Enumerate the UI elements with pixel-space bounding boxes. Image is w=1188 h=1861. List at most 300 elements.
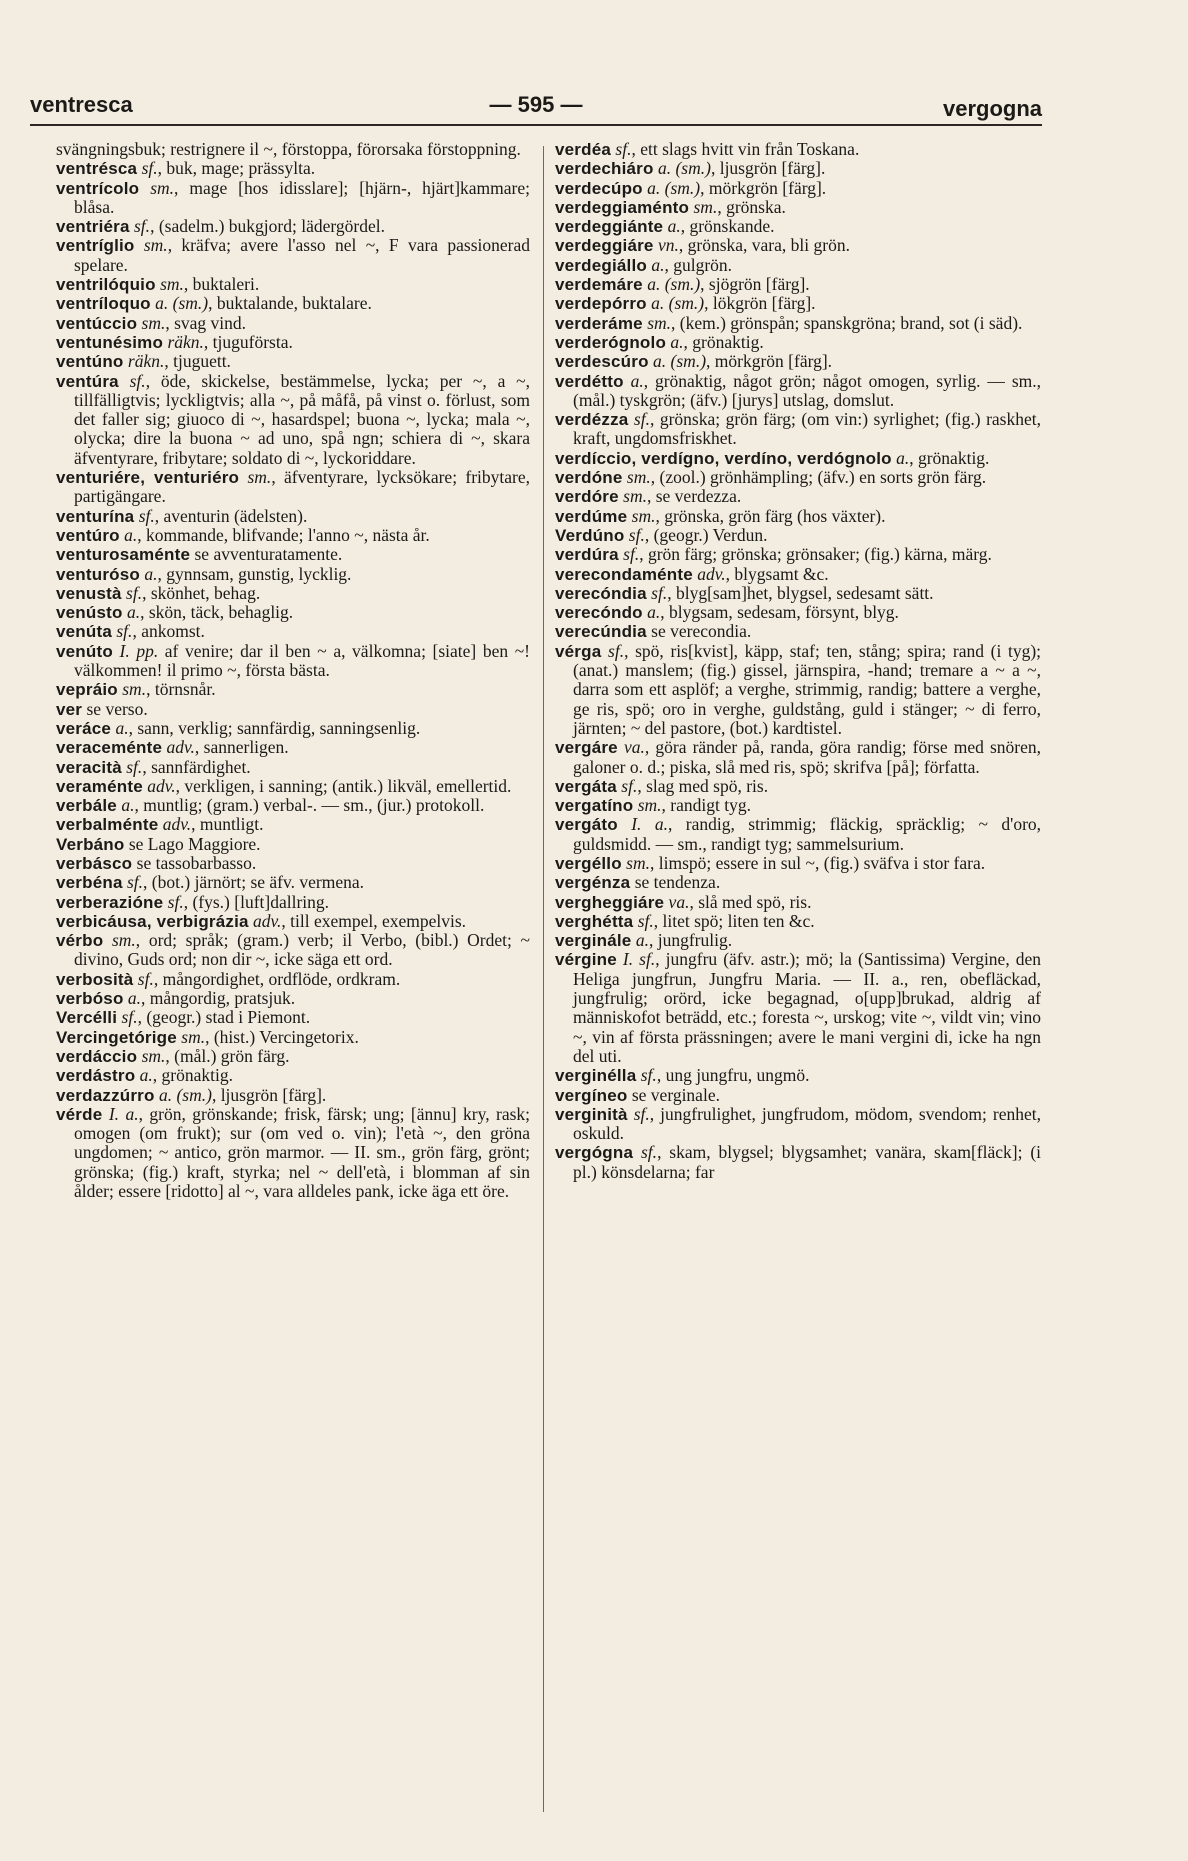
dictionary-entry bbox=[555, 1143, 1041, 1182]
entry-definition: , ung jungfru, ungmö. bbox=[656, 1065, 810, 1086]
entry-grammar-label: sm. bbox=[631, 505, 656, 526]
entry-grammar-label: va. bbox=[623, 737, 645, 758]
entry-grammar-label: a. bbox=[647, 602, 661, 623]
entry-headword: ventrícolo bbox=[56, 178, 140, 198]
entry-headword: vérbo bbox=[56, 931, 104, 951]
entry-headword: vergáto bbox=[555, 815, 618, 835]
dictionary-entry bbox=[56, 758, 530, 777]
entry-grammar-label: adv. bbox=[253, 910, 282, 931]
entry-grammar-label: a. bbox=[115, 717, 129, 738]
entry-definition: se tendenza. bbox=[634, 872, 721, 893]
entry-headword: Vercélli bbox=[56, 1008, 118, 1028]
page-number: — 595 — bbox=[489, 92, 583, 117]
dictionary-entry bbox=[56, 179, 530, 218]
entry-definition: , (mål.) grön färg. bbox=[165, 1045, 290, 1066]
dictionary-entry bbox=[56, 565, 530, 584]
entry-definition: , (sadelm.) bukgjord; lädergördel. bbox=[150, 216, 385, 237]
entry-headword: verbále bbox=[56, 796, 117, 816]
entry-headword: verbéna bbox=[56, 873, 123, 893]
entry-definition: , mångordig, pratsjuk. bbox=[141, 988, 296, 1009]
entry-grammar-label: a. bbox=[139, 1065, 153, 1086]
running-header bbox=[30, 86, 1042, 126]
entry-grammar-label: sf. bbox=[637, 910, 654, 931]
entry-definition: , (fys.) [luft]dallring. bbox=[183, 891, 330, 912]
entry-definition: se verginale. bbox=[631, 1084, 720, 1105]
entry-headword: vergíneo bbox=[555, 1085, 628, 1105]
dictionary-entry bbox=[555, 352, 1041, 371]
entry-definition: , grönska; grön färg; (om vin:) syrlighet; (fig.) raskhet, kraft, ungdomsfriskhet. bbox=[573, 409, 1041, 449]
entry-definition: af venire; dar il ben ~ a, välkomna; [siate] ben ~! välkommen! il primo ~, första bästa. bbox=[74, 640, 530, 681]
entry-definition: , muntlig; (gram.) verbal-. — sm., (jur.) protokoll. bbox=[134, 795, 485, 816]
entry-definition: , kräfva; avere l'asso nel ~, F vara passionerad spelare. bbox=[74, 235, 531, 275]
entry-grammar-label: a. (sm.) bbox=[158, 1084, 212, 1105]
dictionary-entry bbox=[555, 159, 1041, 178]
entry-grammar-label: sm. bbox=[247, 467, 272, 488]
entry-headword: verdemáre bbox=[555, 275, 643, 295]
dictionary-entry bbox=[555, 1066, 1041, 1085]
entry-headword: veraménte bbox=[56, 776, 143, 796]
header-last-word: vergogna bbox=[942, 96, 1042, 121]
entry-grammar-label: adv. bbox=[162, 814, 192, 835]
dictionary-entry bbox=[56, 912, 530, 931]
entry-headword: vergógna bbox=[555, 1143, 634, 1163]
entry-definition: , mörkgrön [färg]. bbox=[706, 351, 833, 372]
dictionary-entry bbox=[56, 333, 530, 352]
entry-headword: verbalménte bbox=[56, 815, 159, 835]
dictionary-entry bbox=[56, 719, 530, 738]
entry-headword: verdíccio, verdígno, verdíno, verdógnolo bbox=[555, 448, 892, 468]
entry-definition: , se verdezza. bbox=[646, 486, 742, 507]
entry-definition: , (kem.) grönspån; spanskgröna; brand, sot (i säd). bbox=[671, 312, 1023, 333]
dictionary-entry bbox=[555, 140, 1041, 159]
entry-definition: , sannerligen. bbox=[194, 737, 289, 758]
entry-headword: Vercingetórige bbox=[56, 1027, 177, 1047]
entry-headword: vepráio bbox=[56, 680, 118, 700]
dictionary-entry bbox=[56, 275, 530, 294]
entry-definition: , sannfärdighet. bbox=[142, 756, 251, 777]
entry-headword: vergéllo bbox=[555, 853, 622, 873]
entry-headword: verdegiállo bbox=[555, 255, 647, 275]
entry-headword: verginità bbox=[555, 1104, 628, 1124]
dictionary-entry bbox=[56, 526, 530, 545]
entry-definition: , verkligen, i sanning; (antik.) likväl, emellertid. bbox=[175, 775, 512, 796]
entry-definition: , gynnsam, gunstig, lycklig. bbox=[157, 563, 352, 584]
entry-definition: svängningsbuk; restrignere il ~, förstoppa, förorsaka förstoppning. bbox=[56, 139, 521, 159]
entry-grammar-label: sm. bbox=[150, 177, 175, 198]
entry-definition: , ljusgrön [färg]. bbox=[211, 1084, 327, 1105]
entry-grammar-label: sf. bbox=[134, 216, 151, 237]
entry-grammar-label: sm. bbox=[181, 1026, 206, 1047]
entry-grammar-label: I. a. bbox=[108, 1103, 139, 1124]
entry-headword: verbosità bbox=[56, 969, 134, 989]
entry-headword: ventúra bbox=[56, 371, 119, 391]
dictionary-entry bbox=[555, 893, 1041, 912]
entry-grammar-label: sf. bbox=[138, 505, 155, 526]
dictionary-entry bbox=[56, 159, 530, 178]
entry-definition: , limspö; essere in sul ~, (fig.) sväfva i stor fara. bbox=[650, 852, 986, 873]
entry-definition: , skam, blygsel; blygsamhet; vanära, skam[fläck]; (i pl.) könsdelarna; far bbox=[573, 1142, 1042, 1182]
entry-grammar-label: sf. bbox=[126, 582, 143, 603]
dictionary-entry bbox=[56, 893, 530, 912]
entry-grammar-label: sf. bbox=[126, 756, 143, 777]
dictionary-entry bbox=[555, 198, 1041, 217]
entry-grammar-label: sf. bbox=[651, 582, 668, 603]
entry-definition: se avventuratamente. bbox=[194, 544, 343, 565]
entry-grammar-label: sm. bbox=[626, 852, 650, 873]
entry-headword: veráce bbox=[56, 718, 112, 738]
entry-headword: verbicáusa, verbigrázia bbox=[56, 911, 249, 931]
dictionary-entry bbox=[56, 738, 530, 757]
dictionary-entry bbox=[555, 642, 1041, 738]
entry-definition: , sjögrön [färg]. bbox=[700, 274, 810, 295]
dictionary-entry bbox=[555, 449, 1041, 468]
entry-definition: , aventurin (ädelsten). bbox=[154, 505, 308, 526]
entry-grammar-label: va. bbox=[668, 891, 690, 912]
dictionary-entry bbox=[555, 1105, 1041, 1144]
dictionary-entry bbox=[555, 603, 1041, 622]
entry-grammar-label: a. bbox=[667, 216, 681, 237]
entry-definition: , slå med spö, ris. bbox=[689, 891, 812, 912]
entry-headword: veracità bbox=[56, 757, 122, 777]
entry-headword: verdéa bbox=[555, 140, 612, 159]
entry-headword: verdóre bbox=[555, 487, 619, 507]
entry-grammar-label: a. bbox=[630, 370, 644, 391]
dictionary-entry bbox=[555, 275, 1041, 294]
dictionary-entry bbox=[555, 179, 1041, 198]
entry-headword: venturosaménte bbox=[56, 545, 191, 565]
dictionary-entry bbox=[555, 545, 1041, 564]
entry-headword: Verbáno bbox=[56, 834, 125, 854]
entry-grammar-label: I. a. bbox=[631, 814, 668, 835]
entry-headword: verdechiáro bbox=[555, 159, 654, 179]
entry-definition: , svag vind. bbox=[165, 312, 247, 333]
entry-grammar-label: adv. bbox=[697, 563, 726, 584]
dictionary-entry bbox=[555, 294, 1041, 313]
entry-headword: verecondaménte bbox=[555, 564, 693, 584]
dictionary-entry bbox=[56, 700, 530, 719]
entry-definition: , slag med spö, ris. bbox=[637, 775, 769, 796]
column-separator bbox=[543, 146, 544, 1812]
dictionary-entry bbox=[555, 410, 1041, 449]
entry-definition: , äfventyrare, lycksökare; fribytare, partigängare. bbox=[74, 467, 531, 507]
entry-grammar-label: a. (sm.) bbox=[653, 351, 707, 372]
entry-headword: verdézza bbox=[555, 410, 629, 430]
entry-headword: ventríloquo bbox=[56, 294, 151, 314]
entry-grammar-label: sf. bbox=[121, 1007, 138, 1028]
entry-grammar-label: sf. bbox=[615, 139, 632, 159]
entry-definition: , lökgrön [färg]. bbox=[704, 293, 816, 314]
entry-headword: vergatíno bbox=[555, 796, 634, 816]
dictionary-entry bbox=[56, 777, 530, 796]
entry-grammar-label: a. (sm.) bbox=[155, 293, 209, 314]
entry-grammar-label: sm. bbox=[141, 1045, 166, 1066]
dictionary-entry bbox=[555, 236, 1041, 255]
dictionary-entry bbox=[555, 854, 1041, 873]
dictionary-entry bbox=[555, 796, 1041, 815]
entry-grammar-label: sf. bbox=[640, 1065, 657, 1086]
entry-headword: verdeggiánte bbox=[555, 217, 664, 237]
dictionary-entry bbox=[56, 372, 530, 468]
entry-headword: verberazióne bbox=[56, 892, 164, 912]
entry-definition: , grönaktig. bbox=[909, 447, 990, 468]
entry-headword: veraceménte bbox=[56, 738, 163, 758]
entry-grammar-label: sf. bbox=[141, 158, 158, 179]
entry-headword: verdúra bbox=[555, 545, 619, 565]
entry-definition: , gulgrön. bbox=[664, 254, 733, 275]
entry-grammar-label: sm. bbox=[122, 679, 147, 700]
entry-grammar-label: I. sf. bbox=[622, 949, 656, 970]
entry-grammar-label: a. bbox=[144, 563, 158, 584]
entry-definition: , törnsnår. bbox=[146, 679, 216, 700]
entry-definition: , grön, grönskande; frisk, färsk; ung; [ännu] kry, rask; omogen (om frukt); sur (om ved o. vin); l'età ~, den gröna ungdomen; ~ antico, grön marmor. — II. sm., grön färg, grönt; grönska; (fig.) kraft, styrka; nel ~ dell'età, i blomman af sin ålder; essere [ridotto] al ~, vara alldeles pank, icke äga ett öre. bbox=[74, 1103, 531, 1202]
entry-definition: , jungfru (äfv. astr.); mö; la (Santissima) Vergine, den Heliga jungfrun, Jungfru Maria. — II. a., ren, obefläckad, jungfrulig; orörd, icke begagnad, o[upp]brukad, aldrig af människofot beträdd, etc.; foresta ~, urskog; vite ~, vildt vin; vino ~, vin af första prässningen; avere le mani vergini di, icke ha ngn del uti. bbox=[573, 949, 1042, 1066]
entry-headword: vergénza bbox=[555, 873, 631, 893]
dictionary-entry bbox=[56, 603, 530, 622]
dictionary-entry bbox=[555, 507, 1041, 526]
entry-definition: , buktaleri. bbox=[183, 274, 260, 295]
entry-definition: , (geogr.) stad i Piemont. bbox=[137, 1007, 311, 1028]
dictionary-entry bbox=[555, 622, 1041, 641]
entry-definition: , (bot.) järnört; se äfv. vermena. bbox=[143, 872, 364, 893]
entry-definition: , ankomst. bbox=[132, 621, 205, 642]
dictionary-entry bbox=[56, 796, 530, 815]
entry-definition: , till exempel, exempelvis. bbox=[281, 910, 467, 931]
entry-definition: , buk, mage; prässylta. bbox=[157, 158, 316, 179]
entry-definition: , skön, täck, behaglig. bbox=[140, 602, 294, 623]
entry-grammar-label: sm. bbox=[637, 795, 662, 816]
entry-headword: verdescúro bbox=[555, 352, 649, 372]
dictionary-entry bbox=[555, 738, 1041, 777]
entry-headword: ventúro bbox=[56, 525, 120, 545]
entry-grammar-label: a. bbox=[635, 930, 649, 951]
entry-grammar-label: sf. bbox=[633, 409, 650, 430]
entry-definition: , tjuguförsta. bbox=[203, 331, 293, 352]
entry-definition: , skönhet, behag. bbox=[142, 582, 261, 603]
entry-headword: verecúndia bbox=[555, 622, 647, 642]
entry-grammar-label: a. bbox=[121, 795, 135, 816]
entry-grammar-label: a. bbox=[126, 602, 141, 623]
dictionary-entry bbox=[555, 526, 1041, 545]
dictionary-entry bbox=[56, 1047, 530, 1066]
dictionary-entry bbox=[56, 1086, 530, 1105]
dictionary-entry bbox=[56, 931, 530, 970]
header-rule bbox=[30, 124, 1042, 126]
dictionary-entry bbox=[56, 622, 530, 641]
entry-definition: , litet spö; liten ten &c. bbox=[653, 910, 815, 931]
entry-definition: se tassobarbasso. bbox=[136, 852, 257, 873]
entry-headword: vergáta bbox=[555, 776, 617, 796]
dictionary-entry bbox=[555, 468, 1041, 487]
dictionary-entry bbox=[56, 989, 530, 1008]
entry-headword: verdazzúrro bbox=[56, 1085, 155, 1105]
entry-grammar-label: sf. bbox=[126, 872, 144, 893]
dictionary-entry bbox=[555, 217, 1041, 236]
dictionary-entry bbox=[56, 507, 530, 526]
entry-grammar-label: sm. bbox=[111, 930, 136, 951]
dictionary-entry bbox=[555, 333, 1041, 352]
dictionary-entry bbox=[56, 873, 530, 892]
entry-headword: venúta bbox=[56, 622, 112, 642]
entry-grammar-label: a. bbox=[127, 988, 142, 1009]
entry-grammar-label: vn. bbox=[657, 235, 679, 256]
entry-definition: , blygsamt &c. bbox=[725, 563, 829, 584]
entry-headword: venturiére, venturiéro bbox=[56, 468, 240, 488]
entry-headword: verdóne bbox=[555, 468, 623, 488]
entry-definition: , göra ränder på, randa, göra randig; förse med snören, galoner o. d.; piska, slå med ris, spö; skrifva [på]; författa. bbox=[573, 737, 1041, 777]
entry-grammar-label: sf. bbox=[137, 968, 154, 989]
entry-grammar-label: sf. bbox=[621, 775, 638, 796]
entry-headword: venustà bbox=[56, 583, 122, 603]
entry-headword: venúto bbox=[56, 641, 113, 661]
entry-grammar-label: sf. bbox=[129, 370, 146, 391]
entry-headword: verdétto bbox=[555, 371, 624, 391]
dictionary-entry bbox=[56, 468, 530, 507]
entry-definition: , grön färg; grönska; grönsaker; (fig.) kärna, märg. bbox=[639, 544, 992, 565]
dictionary-entry bbox=[555, 565, 1041, 584]
dictionary-entry bbox=[555, 372, 1041, 411]
entry-headword: verderáme bbox=[555, 313, 643, 333]
entry-grammar-label: a. bbox=[651, 254, 665, 275]
entry-headword: verderógnolo bbox=[555, 332, 667, 352]
entry-headword: ventrilóquio bbox=[56, 275, 156, 295]
header-first-word: ventresca bbox=[30, 92, 133, 117]
entry-definition: , spö, ris[kvist], käpp, staf; ten, stång; spira; rand (i tyg); (anat.) manslem; (fig.) gissel, järnspira, -hand; tremare a ~ a ~, darra som ett asplöf; a verghe, strimmig, randig; battere a verghe, ge ris, spö; oro in verghe, guldstång, guld i stänger; ~ di ferro, järnten; ~ del pastore, (bot.) kardtistel. bbox=[573, 640, 1042, 738]
entry-headword: verdástro bbox=[56, 1066, 136, 1086]
entry-definition: , randig, strimmig; fläckig, spräcklig; ~ d'oro, guldsmidd. — sm., randigt tyg; sammelsurium. bbox=[573, 814, 1042, 854]
dictionary-entry bbox=[56, 815, 530, 834]
dictionary-entry bbox=[56, 1066, 530, 1085]
entry-headword: ventúno bbox=[56, 352, 124, 372]
entry-definition: , grönska, vara, bli grön. bbox=[678, 235, 850, 256]
entry-headword: ventúccio bbox=[56, 313, 138, 333]
entry-definition: , mörkgrön [färg]. bbox=[700, 177, 827, 198]
dictionary-entry bbox=[56, 314, 530, 333]
entry-grammar-label: sm. bbox=[623, 486, 647, 507]
entry-definition: , blygsam, sedesam, försynt, blyg. bbox=[660, 602, 899, 623]
entry-definition: , tjuguett. bbox=[164, 351, 231, 372]
dictionary-entry bbox=[56, 680, 530, 699]
entry-grammar-label: sf. bbox=[641, 1142, 658, 1163]
entry-headword: vérgine bbox=[555, 950, 617, 970]
dictionary-entry bbox=[555, 950, 1041, 1066]
entry-grammar-label: adv. bbox=[147, 775, 176, 796]
entry-definition: , sann, verklig; sannfärdig, sanningsenlig. bbox=[128, 717, 421, 738]
entry-headword: verdúme bbox=[555, 506, 628, 526]
entry-definition: , grönaktig, något grön; något omogen, syrlig. — sm., (mål.) tyskgrön; (äfv.) [jurys] utslag, domslut. bbox=[573, 370, 1041, 410]
entry-headword: verdepórro bbox=[555, 294, 647, 314]
entry-grammar-label: sf. bbox=[623, 544, 640, 565]
dictionary-entry bbox=[56, 294, 530, 313]
dictionary-entry bbox=[555, 314, 1041, 333]
dictionary-entry bbox=[56, 1008, 530, 1027]
entry-headword: verdáccio bbox=[56, 1046, 138, 1066]
entry-definition: , grönaktig. bbox=[683, 331, 764, 352]
dictionary-entry bbox=[555, 256, 1041, 275]
entry-headword: verdeggiáre bbox=[555, 236, 654, 256]
dictionary-entry bbox=[555, 487, 1041, 506]
dictionary-entry bbox=[555, 584, 1041, 603]
dictionary-entry bbox=[555, 1086, 1041, 1105]
entry-headword: verginélla bbox=[555, 1066, 637, 1086]
dictionary-entry bbox=[56, 835, 530, 854]
entry-headword: verginále bbox=[555, 931, 632, 951]
entry-grammar-label: a. bbox=[896, 447, 910, 468]
entry-definition: , (geogr.) Verdun. bbox=[644, 524, 768, 545]
entry-grammar-label: a. (sm.) bbox=[647, 177, 701, 198]
entry-grammar-label: sf. bbox=[167, 891, 184, 912]
dictionary-entry bbox=[555, 912, 1041, 931]
dictionary-entry bbox=[56, 854, 530, 873]
entry-definition: , grönska. bbox=[717, 196, 786, 217]
entry-definition: , kommande, blifvande; l'anno ~, nästa år. bbox=[137, 524, 430, 545]
dictionary-entry bbox=[56, 217, 530, 236]
entry-definition: , (hist.) Vercingetorix. bbox=[205, 1026, 359, 1047]
entry-headword: verdecúpo bbox=[555, 178, 643, 198]
entry-definition: , jungfrulig. bbox=[648, 930, 733, 951]
right-column bbox=[555, 140, 1041, 1182]
entry-definition: , ljusgrön [färg]. bbox=[710, 158, 826, 179]
entry-grammar-label: a. (sm.) bbox=[651, 293, 705, 314]
entry-headword: verghétta bbox=[555, 911, 634, 931]
entry-definition: , grönskande. bbox=[680, 216, 775, 237]
entry-headword: vergáre bbox=[555, 738, 618, 758]
entry-headword: vérde bbox=[56, 1104, 103, 1124]
entry-headword: verecóndo bbox=[555, 603, 643, 623]
entry-definition: , jungfrulighet, jungfrudom, mödom, svendom; renhet, oskuld. bbox=[573, 1103, 1041, 1144]
entry-grammar-label: a. (sm.) bbox=[657, 158, 711, 179]
dictionary-entry bbox=[56, 352, 530, 371]
entry-grammar-label: sf. bbox=[633, 1103, 650, 1124]
entry-headword: vérga bbox=[555, 641, 602, 661]
entry-grammar-label: sm. bbox=[143, 235, 168, 256]
entry-definition: , öde, skickelse, bestämmelse, lycka; per ~, a ~, tillfälligtvis; lyckligtvis; alla ~, på måfå, på vinst o. förlust, som det faller sig; giuoco di ~, hasardspel; buona ~, lycka; mala ~, olycka; dire la buona ~ ad uno, spå ngn; schiera di ~, skara äfventyrare, fribytare; soldato di ~, lyckoriddare. bbox=[74, 370, 531, 468]
entry-grammar-label: adv. bbox=[166, 737, 195, 758]
dictionary-entry bbox=[555, 931, 1041, 950]
entry-grammar-label: I. pp. bbox=[119, 640, 159, 661]
entry-definition: , buktalande, buktalare. bbox=[208, 293, 372, 314]
dictionary-entry bbox=[56, 642, 530, 681]
entry-definition: , grönaktig. bbox=[152, 1065, 233, 1086]
entry-definition: , grönska, grön färg (hos växter). bbox=[655, 505, 886, 526]
entry-headword: venturína bbox=[56, 506, 135, 526]
entry-grammar-label: sm. bbox=[693, 196, 718, 217]
entry-grammar-label: a. bbox=[124, 524, 138, 545]
entry-headword: ventriéra bbox=[56, 217, 130, 237]
entry-definition: se Lago Maggiore. bbox=[128, 833, 261, 854]
entry-definition: , ett slags hvitt vin från Toskana. bbox=[631, 139, 860, 159]
entry-grammar-label: sf. bbox=[608, 640, 625, 661]
entry-definition: , muntligt. bbox=[191, 814, 264, 835]
entry-definition: , mage [hos idisslare]; [hjärn-, hjärt]kammare; blåsa. bbox=[74, 177, 531, 217]
entry-grammar-label: a. bbox=[670, 331, 684, 352]
entry-headword: verbóso bbox=[56, 989, 124, 1009]
entry-headword: verbásco bbox=[56, 853, 133, 873]
entry-headword: ver bbox=[56, 699, 83, 719]
entry-grammar-label: sf. bbox=[116, 621, 133, 642]
entry-grammar-label: sm. bbox=[626, 467, 651, 488]
dictionary-entry bbox=[555, 815, 1041, 854]
entry-grammar-label: sf. bbox=[628, 524, 645, 545]
entry-definition: se verso. bbox=[86, 698, 148, 719]
dictionary-entry bbox=[56, 545, 530, 564]
entry-definition: se verecondia. bbox=[651, 621, 752, 642]
entry-grammar-label: sm. bbox=[160, 274, 184, 295]
entry-headword: ventunésimo bbox=[56, 332, 164, 352]
entry-definition: , ord; språk; (gram.) verb; il Verbo, (bibl.) Ordet; ~ divino, Guds ord; non dir ~, icke säga ett ord. bbox=[74, 930, 530, 970]
entry-grammar-label: sm. bbox=[141, 312, 166, 333]
left-column bbox=[56, 140, 530, 1201]
dictionary-entry bbox=[56, 970, 530, 989]
